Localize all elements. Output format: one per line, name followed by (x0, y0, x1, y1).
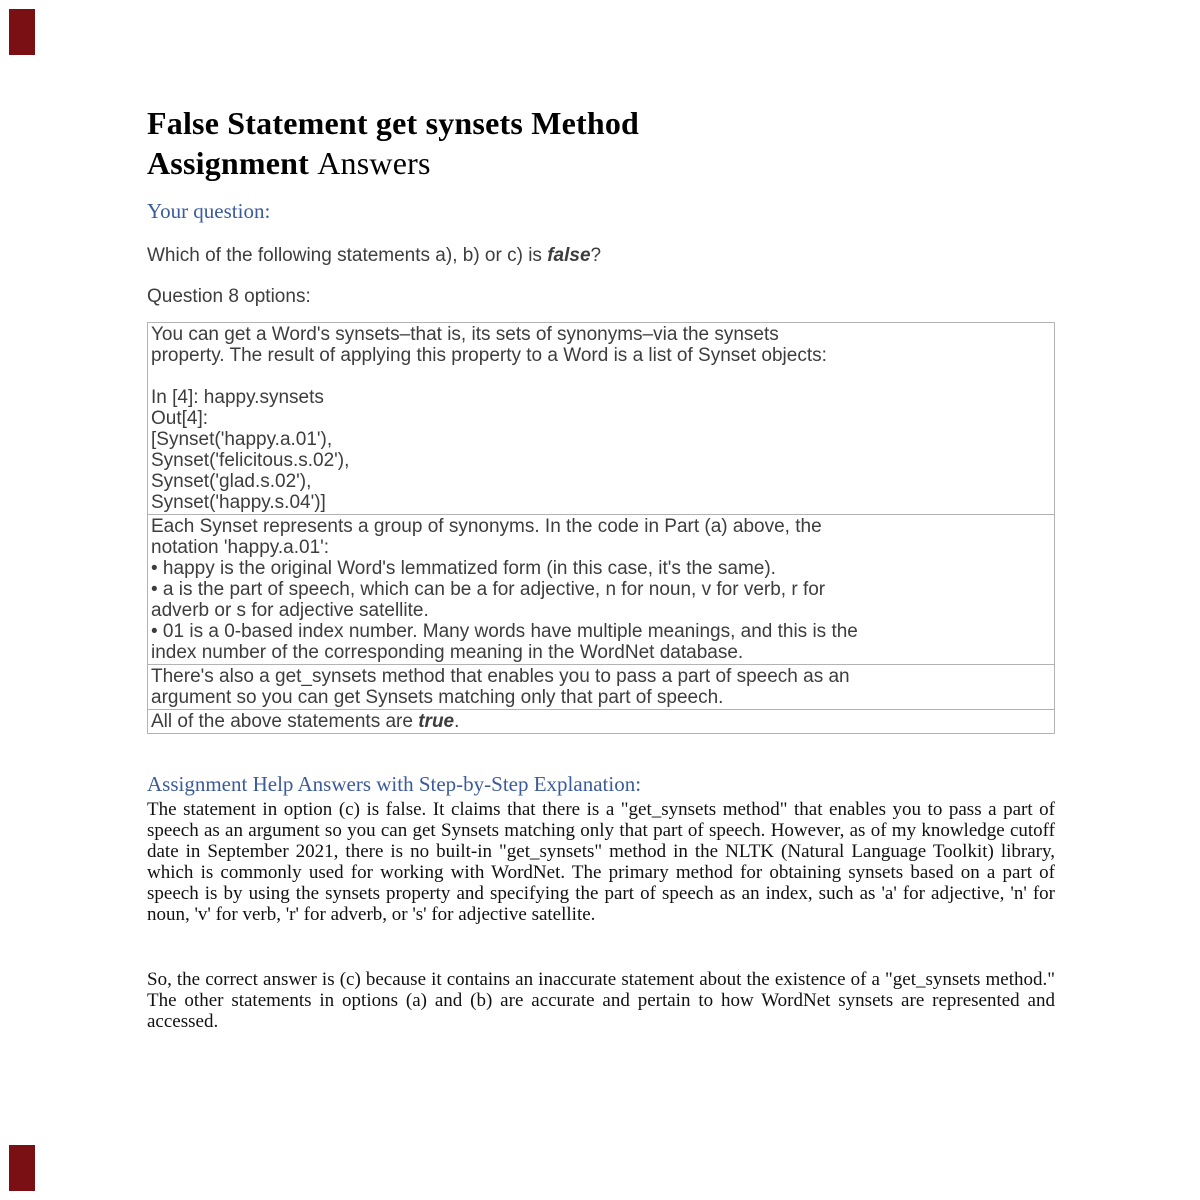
option-a-line: property. The result of applying this property to a Word is a list of Synset objects: (151, 345, 827, 366)
option-a-code-line: [Synset('happy.a.01'), (151, 429, 333, 450)
option-a-code-line: Synset('felicitous.s.02'), (151, 450, 350, 471)
option-d-suffix: . (454, 711, 460, 732)
option-a-blank-line (151, 366, 1051, 387)
option-a-code-line: Out[4]: (151, 408, 209, 429)
option-b-line: Each Synset represents a group of synonyms. In the code in Part (a) above, the (151, 516, 822, 537)
option-row-a (148, 323, 1055, 515)
option-d-line (151, 711, 1051, 732)
options-label: Question 8 options: (147, 286, 311, 307)
option-row-b (148, 515, 1055, 665)
option-cell-c (148, 665, 1055, 710)
option-a-code-line: Synset('glad.s.02'), (151, 471, 312, 492)
corner-mark-top (9, 9, 35, 55)
question-prefix: Which of the following statements a), b) or c) is (147, 245, 548, 266)
option-a-code-line: Synset('happy.s.04')] (151, 492, 326, 513)
options-table (147, 322, 1055, 734)
option-c-line: argument so you can get Synsets matching only that part of speech. (151, 687, 724, 708)
option-b-line: index number of the corresponding meaning in the WordNet database. (151, 642, 744, 663)
option-row-c (148, 665, 1055, 710)
page-title-line1: False Statement get synsets Method (147, 105, 640, 141)
explanation-paragraph-1: The statement in option (c) is false. It claims that there is a "get_synsets method" that enables you to pass a part of speech as an argument so you can get Synsets matching only that part of speech. However, as of my knowledge cutoff date in September 2021, there is no built-in "get_synsets" method in the NLTK (Natural Language Toolkit) library, which is commonly used for working with WordNet. The primary method for obtaining synsets based on a part of speech is by using the synsets property and specifying the part of speech as an index, such as 'a' for adjective, 'n' for noun, 'v' for verb, 'r' for adverb, or 's' for adjective satellite. (147, 799, 1055, 925)
answers-heading: Assignment Help Answers with Step-by-Step Explanation: (147, 772, 642, 796)
option-d-prefix: All of the above statements are (151, 711, 419, 732)
option-b-bullet-line: • 01 is a 0-based index number. Many words have multiple meanings, and this is the (151, 621, 858, 642)
question-suffix: ? (590, 245, 602, 266)
document-content (147, 0, 1055, 1032)
option-b-bullet-line: • a is the part of speech, which can be a for adjective, n for noun, v for verb, r for (151, 579, 826, 600)
page-title-line2-regular: Answers (317, 145, 431, 181)
question-text (147, 245, 1055, 266)
option-c-line: There's also a get_synsets method that enables you to pass a part of speech as an (151, 666, 850, 687)
option-b-bullet-line: • happy is the original Word's lemmatized form (in this case, it's the same). (151, 558, 776, 579)
question-emphasis: false (547, 245, 591, 266)
option-cell-a (148, 323, 1055, 515)
explanation-paragraph-2: So, the correct answer is (c) because it contains an inaccurate statement about the existence of a "get_synsets method." The other statements in options (a) and (b) are accurate and pertain to how WordNet synsets are represented and accessed. (147, 969, 1055, 1032)
option-a-line: You can get a Word's synsets–that is, its sets of synonyms–via the synsets (151, 324, 779, 345)
option-b-line: notation 'happy.a.01': (151, 537, 330, 558)
page-title-line2-bold: Assignment (147, 145, 310, 181)
option-cell-d (148, 710, 1055, 734)
option-a-code-line: In [4]: happy.synsets (151, 387, 324, 408)
option-row-d (148, 710, 1055, 734)
corner-mark-bottom (9, 1145, 35, 1191)
option-b-line: adverb or s for adjective satellite. (151, 600, 429, 621)
option-cell-b (148, 515, 1055, 665)
your-question-heading: Your question: (147, 199, 271, 223)
page-title (147, 103, 1055, 183)
option-d-emphasis: true (418, 711, 455, 732)
